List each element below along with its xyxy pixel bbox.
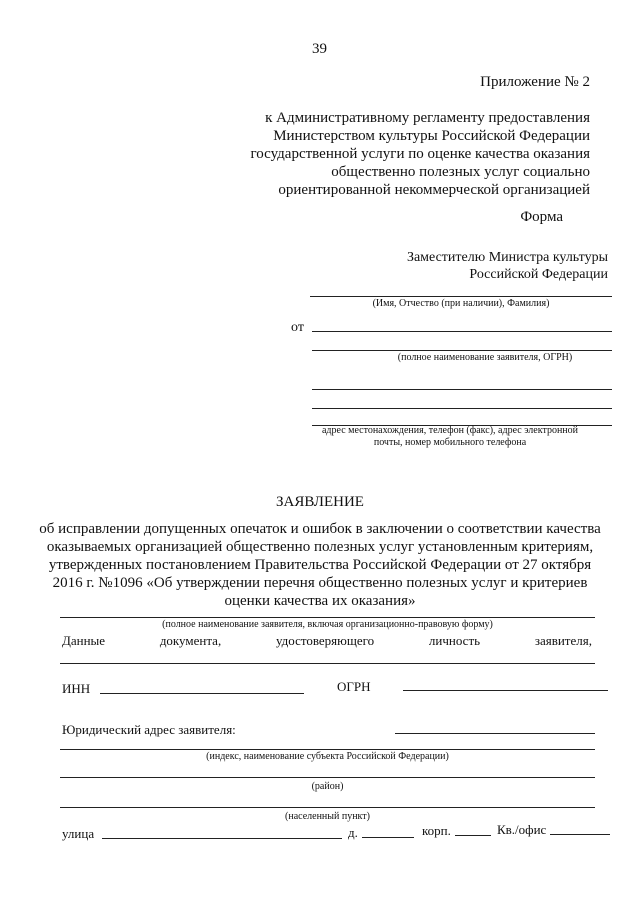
form-label: Форма (520, 209, 563, 225)
inn-field[interactable] (100, 693, 304, 694)
name-caption: (Имя, Отчество (при наличии), Фамилия) (372, 298, 550, 309)
identity-word: заявителя, (534, 633, 592, 648)
statement-line: об исправлении допущенных опечаток и ошибок в заключении о соответствии качества (39, 521, 601, 537)
full-name-caption: (полное наименование заявителя, включая организационно-правовую форму) (162, 619, 493, 630)
from-label: от (291, 320, 304, 335)
appendix-title: Приложение № 2 (480, 74, 590, 90)
identity-word: удостоверяющего (275, 633, 375, 648)
legal-address-field[interactable] (395, 733, 595, 734)
statement-title: ЗАЯВЛЕНИЕ (276, 494, 364, 510)
identity-document-row (62, 633, 592, 649)
statement-line: утвержденных постановлением Правительства Российской Федерации от 27 октября (48, 557, 592, 573)
inn-label: ИНН (62, 681, 91, 696)
contacts-caption-line: адрес местонахождения, телефон (факс), адрес электронной (321, 425, 579, 436)
ogrn-field[interactable] (403, 690, 608, 691)
statement-line: 2016 г. №1096 «Об утверждении перечня общественно полезных услуг и критериев (52, 575, 588, 591)
addressee-block (360, 249, 608, 283)
identity-word: личность (428, 633, 481, 648)
apartment-field[interactable] (550, 834, 610, 835)
district-line[interactable] (60, 777, 595, 778)
locality-line[interactable] (60, 807, 595, 808)
locality-caption: (населенный пункт) (285, 811, 370, 822)
name-line[interactable] (310, 296, 612, 297)
house-field[interactable] (362, 837, 414, 838)
applicant-line[interactable] (312, 350, 612, 351)
street-field[interactable] (102, 838, 342, 839)
house-label: д. (348, 825, 358, 840)
identity-word: документа, (159, 633, 222, 648)
identity-word: Данные (62, 633, 106, 648)
identity-document-line[interactable] (60, 663, 595, 664)
contact-line-2[interactable] (312, 408, 612, 409)
statement-description (30, 520, 610, 610)
page-number: 39 (312, 41, 327, 57)
ogrn-label: ОГРН (337, 679, 371, 694)
applicant-caption: (полное наименование заявителя, ОГРН) (397, 352, 573, 363)
statement-line: оказываемых организацией общественно полезных услуг установленным критериям, (46, 539, 594, 555)
addressee-line: Российской Федерации (469, 267, 608, 282)
statement-line: оценки качества их оказания» (224, 593, 416, 609)
contacts-caption-line: почты, номер мобильного телефона (373, 437, 527, 448)
full-name-line[interactable] (60, 617, 595, 618)
building-field[interactable] (455, 835, 491, 836)
appendix-line: к Административному регламенту предоставления (265, 110, 590, 126)
appendix-line: государственной услуги по оценке качества оказания (250, 146, 590, 162)
region-line[interactable] (60, 749, 595, 750)
appendix-line: ориентированной некоммерческой организацией (278, 182, 590, 198)
appendix-line: Министерством культуры Российской Федерации (273, 128, 590, 144)
appendix-line: общественно полезных услуг социально (331, 164, 590, 180)
region-caption: (индекс, наименование субъекта Российской Федерации) (206, 751, 449, 762)
appendix-description (200, 109, 590, 199)
from-line[interactable] (312, 331, 612, 332)
district-caption: (район) (311, 781, 344, 792)
addressee-line: Заместителю Министра культуры (406, 250, 608, 265)
contact-line-1[interactable] (312, 389, 612, 390)
contacts-caption (300, 425, 600, 449)
apartment-label: Кв./офис (497, 822, 547, 837)
building-label: корп. (422, 823, 451, 838)
legal-address-label: Юридический адрес заявителя: (62, 722, 236, 737)
street-label: улица (62, 826, 95, 841)
